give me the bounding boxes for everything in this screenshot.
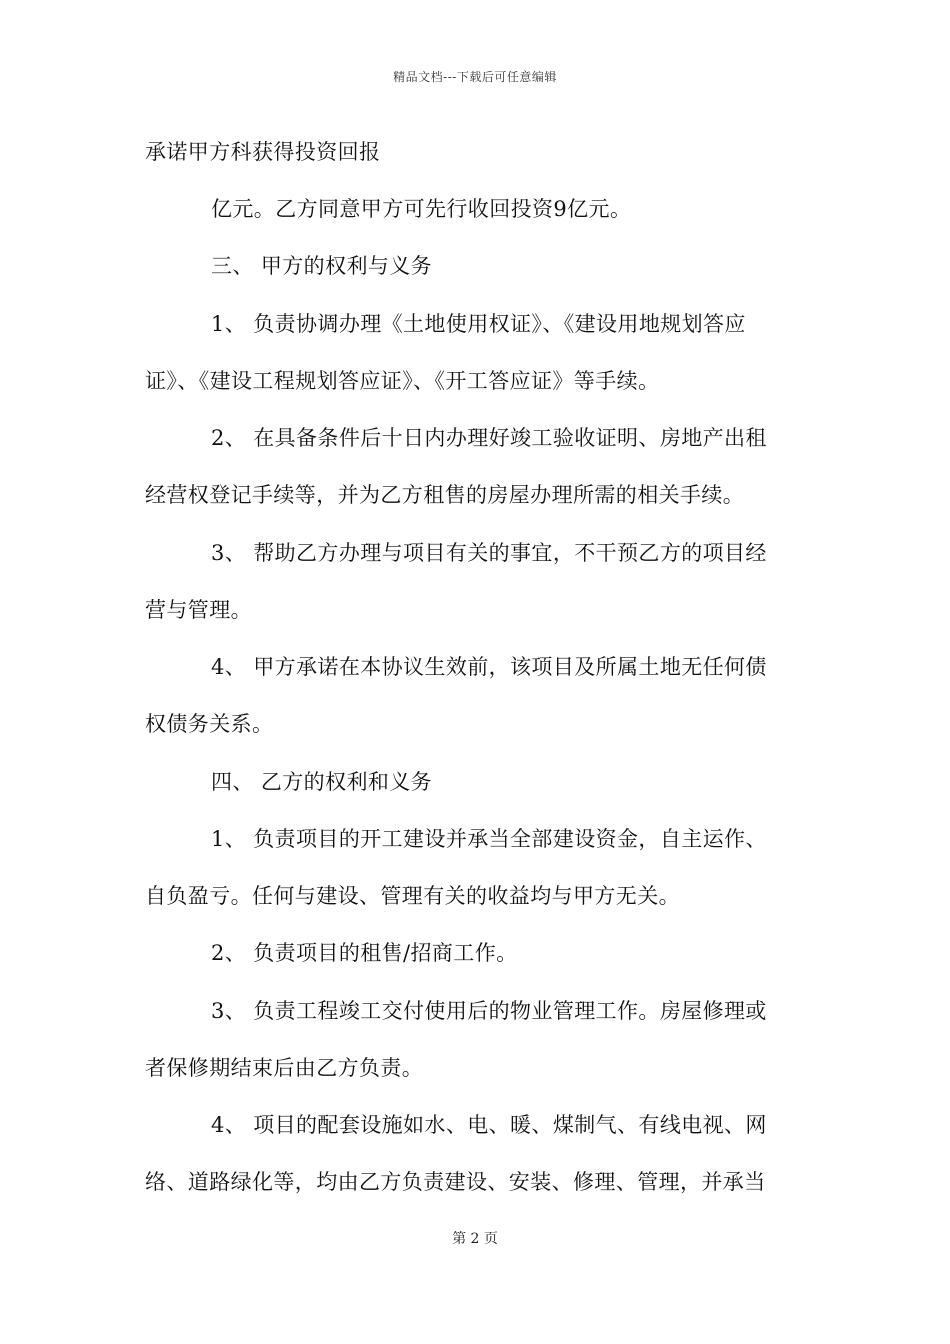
body-line: 营与管理。 (145, 598, 252, 622)
body-line: 自负盈亏。任何与建设、管理有关的收益均与甲方无关。 (145, 884, 680, 908)
body-line: 者保修期结束后由乙方负责。 (145, 1056, 424, 1080)
body-line: 2、 负责项目的租售/招商工作。 (211, 941, 518, 965)
body-line: 3、 负责工程竣工交付使用后的物业管理工作。房屋修理或 (211, 999, 767, 1023)
body-line: 权债务关系。 (145, 712, 274, 736)
section-heading: 三、 甲方的权利与义务 (211, 254, 433, 278)
page-header: 精品文档---下载后可任意编辑 (393, 70, 557, 84)
body-line: 络、道路绿化等，均由乙方负责建设、安装、修理、管理，并承当 (145, 1170, 766, 1194)
section-heading: 四、 乙方的权利和义务 (211, 770, 433, 794)
body-line: 1、 负责协调办理《土地使用权证》、《建设用地规划答应 (211, 312, 746, 336)
body-line: 经营权登记手续等，并为乙方租售的房屋办理所需的相关手续。 (145, 483, 745, 507)
page-number: 第 2 页 (452, 1231, 498, 1247)
body-line: 4、 项目的配套设施如水、电、暖、煤制气、有线电视、网 (211, 1113, 767, 1137)
body-line: 亿元。乙方同意甲方可先行收回投资9亿元。 (211, 197, 632, 221)
body-line: 3、 帮助乙方办理与项目有关的事宜，不干预乙方的项目经 (211, 541, 767, 565)
body-line: 2、 在具备条件后十日内办理好竣工验收证明、房地产出租 (211, 426, 767, 450)
body-line: 承诺甲方科获得投资回报 (145, 140, 381, 164)
body-line: 4、 甲方承诺在本协议生效前，该项目及所属土地无任何债 (211, 655, 767, 679)
body-line: 证》、《建设工程规划答应证》、《开工答应证》等手续。 (145, 369, 660, 393)
body-line: 1、 负责项目的开工建设并承当全部建设资金，自主运作、 (211, 827, 767, 851)
